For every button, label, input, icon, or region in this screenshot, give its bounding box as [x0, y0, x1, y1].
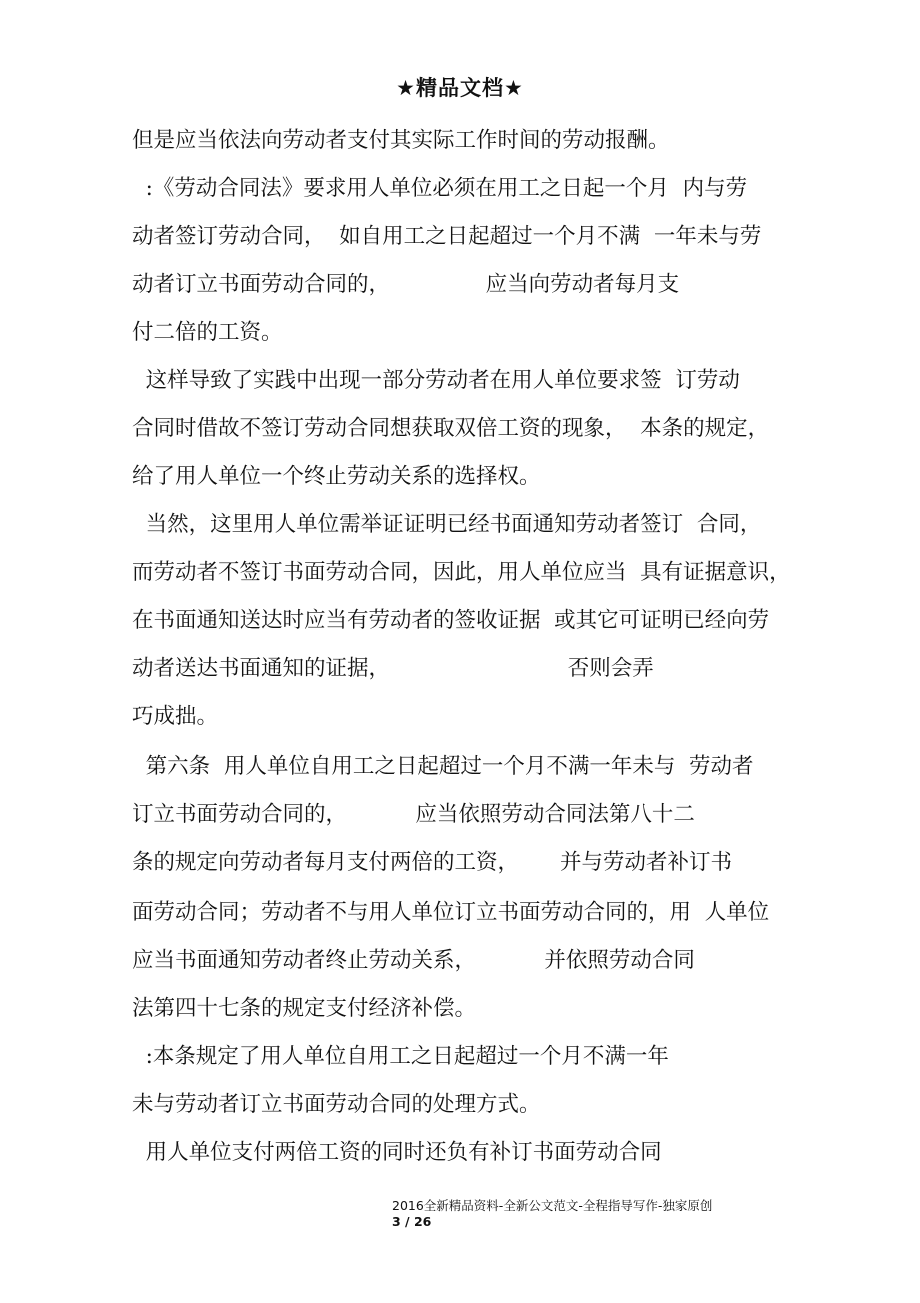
page-number-text: 3 / 26 — [392, 1214, 432, 1229]
text-line: 巧成拙。 — [132, 704, 219, 729]
text-line: 法第四十七条的规定支付经济补偿。 — [132, 996, 477, 1021]
text-line: 面劳动合同；劳动者不与用人单位订立书面劳动合同的，用 人单位 — [132, 900, 770, 925]
text-line: :《劳动合同法》要求用人单位必须在用工之日起一个月 内与劳 — [132, 176, 748, 201]
text-line: 付二倍的工资。 — [132, 320, 283, 345]
text-line: 未与劳动者订立书面劳动合同的处理方式。 — [132, 1092, 541, 1117]
text-line: 订立书面劳动合同的， 应当依照劳动合同法第八十二 — [132, 802, 695, 827]
text-line: 而劳动者不签订书面劳动合同，因此，用人单位应当 具有证据意识， — [132, 560, 791, 585]
text-line: 用人单位支付两倍工资的同时还负有补订书面劳动合同 — [132, 1140, 662, 1165]
text-line: 在书面通知送达时应当有劳动者的签收证据 或其它可证明已经向劳 — [132, 608, 770, 633]
text-line: :本条规定了用人单位自用工之日起超过一个月不满一年 — [132, 1044, 669, 1069]
text-line: 这样导致了实践中出现一部分劳动者在用人单位要求签 订劳动 — [132, 368, 740, 393]
text-line: 动者签订劳动合同， 如自用工之日起超过一个月不满 一年未与劳 — [132, 224, 762, 249]
text-line: 动者订立书面劳动合同的， 应当向劳动者每月支 — [132, 272, 680, 297]
text-line: 动者送达书面通知的证据， 否则会弄 — [132, 656, 654, 681]
text-line: 当然，这里用人单位需举证证明已经书面通知劳动者签订 合同， — [132, 512, 762, 537]
text-line: 给了用人单位一个终止劳动关系的选择权。 — [132, 464, 541, 489]
page-header-title: ★精品文档★ — [396, 76, 524, 100]
footer-note-text: 2016全新精品资料-全新公文范文-全程指导写作-独家原创 — [392, 1198, 713, 1213]
text-line: 应当书面通知劳动者终止劳动关系， 并依照劳动合同 — [132, 948, 695, 973]
text-line: 第六条 用人单位自用工之日起超过一个月不满一年未与 劳动者 — [132, 754, 754, 779]
text-line: 但是应当依法向劳动者支付其实际工作时间的劳动报酬。 — [132, 128, 670, 153]
text-line: 条的规定向劳动者每月支付两倍的工资， 并与劳动者补订书 — [132, 850, 733, 875]
text-line: 合同时借故不签订劳动合同想获取双倍工资的现象， 本条的规定， — [132, 416, 770, 441]
